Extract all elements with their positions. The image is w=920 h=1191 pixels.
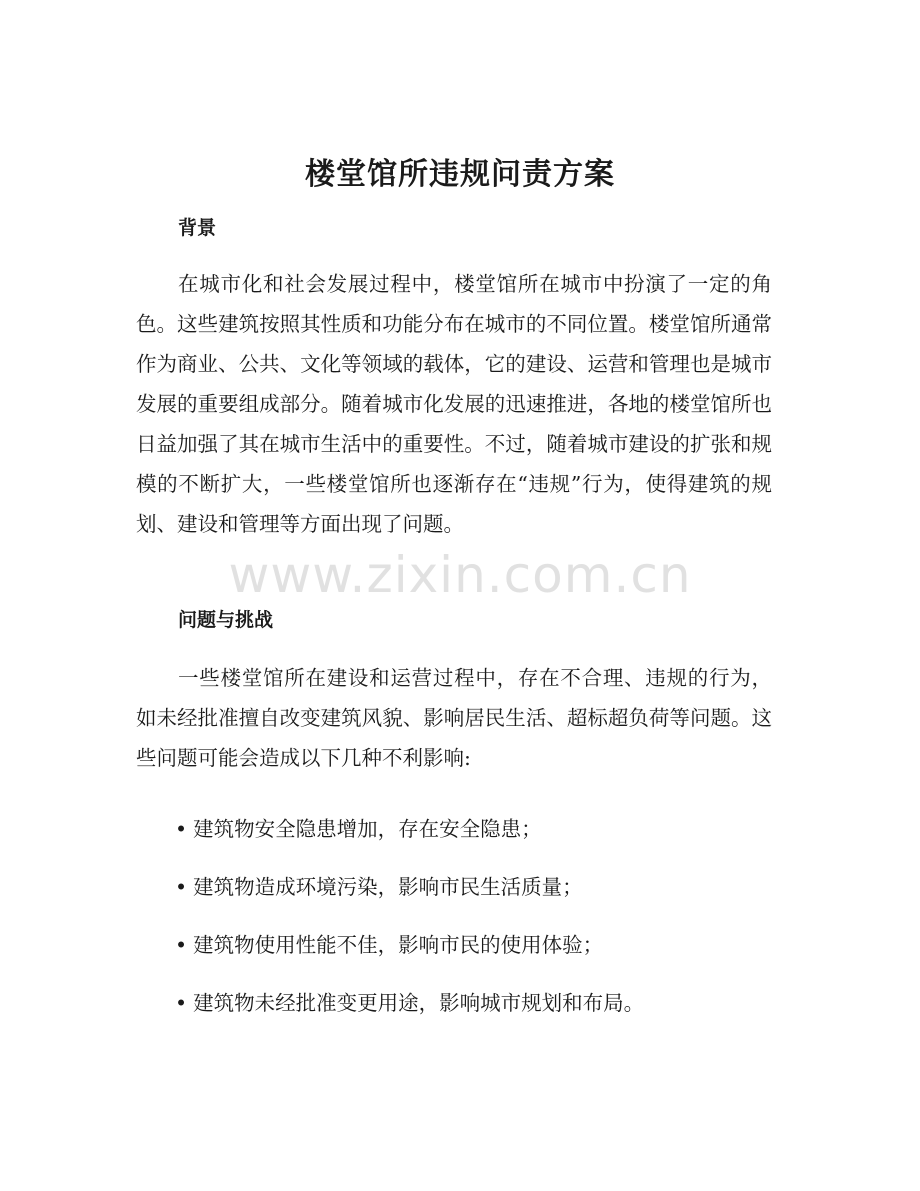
bullet-icon: • [175, 875, 188, 899]
watermark: www.zixin.com.cn [228, 546, 692, 604]
bullet-text: 建筑物造成环境污染，影响市民生活质量； [193, 875, 583, 899]
document-title: 楼堂馆所违规问责方案 [305, 157, 615, 192]
bullet-icon: • [175, 991, 188, 1015]
section-heading-background: 背景 [178, 217, 217, 239]
bullet-text: 建筑物未经批准变更用途，影响城市规划和布局。 [193, 991, 645, 1015]
bullet-icon: • [175, 817, 188, 841]
problems-paragraph: 一些楼堂馆所在建设和运营过程中，存在不合理、违规的行为，如未经批准擅自改变建筑风貌、影响居民生活、超标超负荷等问题。这些问题可能会造成以下几种不利影响: [136, 666, 772, 770]
list-item [175, 984, 775, 1022]
bullet-text: 建筑物使用性能不佳，影响市民的使用体验； [193, 933, 604, 957]
list-item [175, 926, 775, 964]
section-heading-problems: 问题与挑战 [178, 609, 274, 631]
bullet-text: 建筑物安全隐患增加，存在安全隐患； [193, 817, 542, 841]
list-item [175, 868, 775, 906]
list-item [175, 810, 775, 848]
background-paragraph: 在城市化和社会发展过程中，楼堂馆所在城市中扮演了一定的角色。这些建筑按照其性质和功能分布在城市的不同位置。楼堂馆所通常作为商业、公共、文化等领域的载体，它的建设、运营和管理也是城市发展的重要组成部分。随着城市化发展的迅速推进，各地的楼堂馆所也日益加强了其在城市生活中的重要性。不过，随着城市建设的扩张和规模的不断扩大，一些楼堂馆所也逐渐存在“违规”行为，使得建筑的规划、建设和管理等方面出现了问题。 [136, 272, 772, 536]
bullet-icon: • [175, 933, 188, 957]
impact-bullet-list [175, 810, 775, 1042]
